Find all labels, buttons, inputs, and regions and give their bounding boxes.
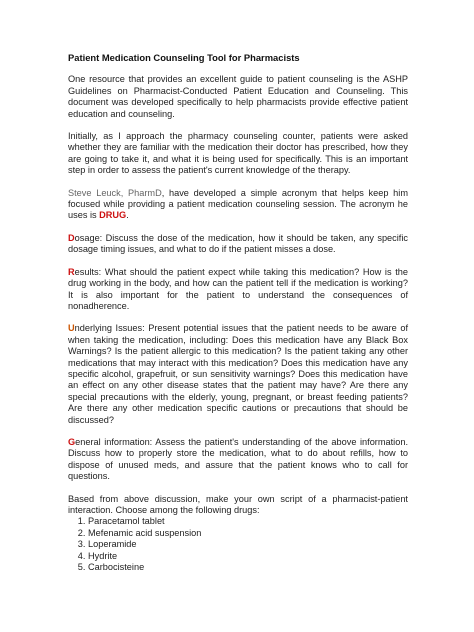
list-item: 4. Hydrite	[88, 551, 408, 562]
results-text: esults: What should the patient expect while taking this medication? How is the drug working in the body, and how can the patient tell if the medication is working? It is also important for the patient to understand the consequences of nonadherence.	[68, 266, 408, 311]
acronym-paragraph	[68, 188, 408, 222]
results-letter: R	[68, 266, 75, 277]
acronym-intro-text: , have developed a simple acronym that helps keep him focused while providing a patient medication counseling session. The acronym he uses is	[68, 187, 408, 221]
author-name: Steve Leuck, PharmD	[68, 187, 162, 198]
dosage-letter: D	[68, 232, 75, 243]
general-text: eneral information: Assess the patient's understanding of the above information. Discuss how to properly store the medication, what to do about refills, how to dispose of unused meds, and assure that the patient knows who to call for questions.	[68, 436, 408, 482]
dosage-text: osage: Discuss the dose of the medication, how it should be taken, any specific dosage timing issues, and what to do if the patient misses a dose.	[68, 232, 408, 255]
results-paragraph	[68, 267, 408, 313]
drug-list	[68, 516, 408, 573]
approach-paragraph: Initially, as I approach the pharmacy counseling counter, patients were asked whether they are familiar with the medication their doctor has prescribed, how they are going to take it, and what it is being used for specifically. This is an important step in order to assess the patient's current knowledge of the therapy.	[68, 131, 408, 176]
acronym-drug: DRUG	[99, 210, 127, 221]
underlying-letter: U	[68, 323, 75, 334]
document-title: Patient Medication Counseling Tool for Pharmacists	[68, 52, 300, 63]
list-item: 1. Paracetamol tablet	[88, 516, 408, 527]
dosage-paragraph	[68, 233, 408, 256]
underlying-text: nderlying Issues: Present potential issues that the patient needs to be aware of when taking the medication, including: Does this medication have any Black Box Warnings? Is the patient allergic to this medication? Is the patient taking any other medications that may interact with this medication? Does this medication have any specific alcohol, grapefruit, or sun sensitivity warnings? Does this medication have an effect on any other disease states that the patient may have? Are there any special precautions with the elderly, young, pregnant, or breast feeding patients? Are there any other medication specific cautions or precautions that should be discussed?	[68, 323, 408, 425]
list-item: 2. Mefenamic acid suspension	[88, 528, 408, 539]
general-letter: G	[68, 436, 76, 447]
list-item: 5. Carbocisteine	[88, 562, 408, 573]
document-page	[68, 52, 408, 573]
acronym-end: .	[126, 210, 129, 221]
list-item: 3. Loperamide	[88, 539, 408, 550]
task-paragraph: Based from above discussion, make your own script of a pharmacist-patient interaction. Choose among the following drugs:	[68, 493, 408, 515]
general-paragraph	[68, 437, 408, 483]
underlying-paragraph	[68, 323, 408, 426]
intro-paragraph: One resource that provides an excellent guide to patient counseling is the ASHP Guidelines on Pharmacist-Conducted Patient Education and Counseling. This document was developed specifically to help pharmacists provide effective patient education and counseling.	[68, 74, 408, 119]
